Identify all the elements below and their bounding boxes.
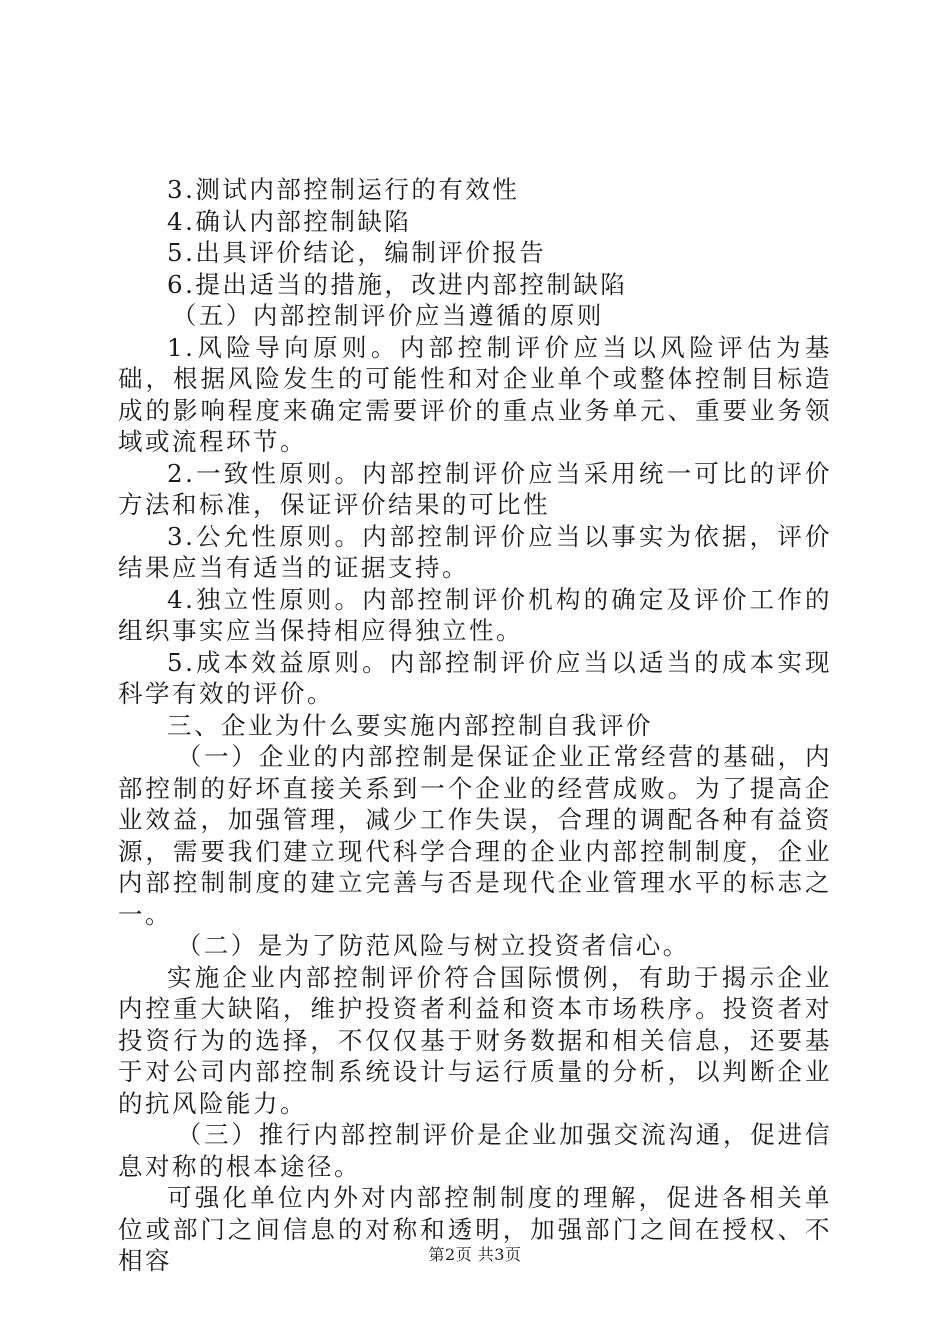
reason-3-heading: （三）推行内部控制评价是企业加强交流沟通，促进信息对称的根本途径。: [118, 1120, 832, 1181]
reason-1-paragraph: （一）企业的内部控制是保证企业正常经营的基础，内部控制的好坏直接关系到一个企业的经营成败。为了提高企业效益，加强管理，减少工作失误，合理的调配各种有益资源，需要我们建立现代科学合理的企业内部控制制度，企业内部控制制度的建立完善与否是现代企业管理水平的标志之一。: [118, 742, 832, 929]
principle-risk-oriented: 1.风险导向原则。内部控制评价应当以风险评估为基础，根据风险发生的可能性和对企业单个或整体控制目标造成的影响程度来确定需要评价的重点业务单元、重要业务领域或流程环节。: [118, 332, 832, 456]
list-item-step-4: 4.确认内部控制缺陷: [167, 206, 412, 236]
principle-cost-benefit: 5.成本效益原则。内部控制评价应当以适当的成本实现科学有效的评价。: [118, 647, 832, 708]
list-item-step-5: 5.出具评价结论，编制评价报告: [167, 238, 547, 267]
reason-2-paragraph: 实施企业内部控制评价符合国际惯例，有助于揭示企业内控重大缺陷，维护投资者利益和资本市场秩序。投资者对投资行为的选择，不仅仅基于财务数据和相关信息，还要基于对公司内部控制系统设计与运行质量的分析，以判断企业的抗风险能力。: [118, 962, 832, 1118]
list-item-step-6: 6.提出适当的措施，改进内部控制缺陷: [167, 269, 628, 299]
document-body: [118, 174, 832, 1277]
reason-3-paragraph: 可强化单位内外对内部控制制度的理解，促进各相关单位或部门之间信息的对称和透明，加强部门之间在授权、不相容: [118, 1183, 832, 1275]
section-heading-why: 三、企业为什么要实施内部控制自我评价: [167, 710, 653, 740]
page-number-footer: 第2页 共3页: [428, 1245, 522, 1264]
section-heading-principles: （五）内部控制评价应当遵循的原则: [171, 301, 604, 330]
principle-fairness: 3.公允性原则。内部控制评价应当以事实为依据，评价结果应当有适当的证据支持。: [118, 521, 832, 582]
principle-consistency: 2.一致性原则。内部控制评价应当采用统一可比的评价方法和标准，保证评价结果的可比性: [118, 458, 832, 519]
principle-independence: 4.独立性原则。内部控制评价机构的确定及评价工作的组织事实应当保持相应得独立性。: [118, 584, 832, 645]
reason-2-heading: （二）是为了防范风险与树立投资者信心。: [176, 931, 690, 960]
list-item-step-3: 3.测试内部控制运行的有效性: [167, 175, 520, 204]
